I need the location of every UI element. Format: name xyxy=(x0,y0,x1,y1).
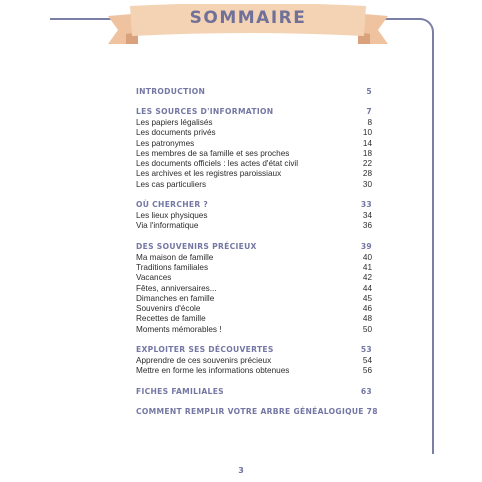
toc-entry-page: 8 xyxy=(367,118,372,127)
toc-entry[interactable] xyxy=(136,263,372,273)
toc-entry[interactable] xyxy=(136,180,372,190)
toc-section-heading[interactable] xyxy=(136,406,378,417)
toc-entry-label: Fêtes, anniversaires... xyxy=(136,283,217,293)
toc-section xyxy=(136,406,378,417)
toc-entry-page: 28 xyxy=(362,169,372,179)
toc-entry[interactable] xyxy=(136,221,372,231)
toc-section-heading[interactable] xyxy=(136,241,372,252)
toc-entry[interactable] xyxy=(136,366,372,376)
toc-section xyxy=(136,86,372,97)
toc-section-title: DES SOUVENIRS PRÉCIEUX xyxy=(136,241,257,251)
toc-entry[interactable] xyxy=(136,159,372,169)
toc-section-title: LES SOURCES D'INFORMATION xyxy=(136,107,274,116)
toc-section-heading[interactable] xyxy=(136,344,372,355)
toc-entry[interactable] xyxy=(136,314,372,324)
toc-entry-label: Vacances xyxy=(136,273,172,283)
toc-entry-page: 22 xyxy=(362,159,372,169)
toc-entry-label: Les patronymes xyxy=(136,138,195,148)
toc-entry[interactable] xyxy=(136,149,372,159)
toc-section-page: 7 xyxy=(366,107,372,116)
toc-entry-label: Les cas particuliers xyxy=(136,179,207,189)
toc-section-title: OÙ CHERCHER ? xyxy=(136,200,209,210)
toc-entry-page: 56 xyxy=(362,366,372,376)
toc-entry-page: 34 xyxy=(362,211,372,221)
toc-entry-page: 50 xyxy=(362,324,372,334)
toc-section-title: EXPLOITER SES DÉCOUVERTES xyxy=(136,345,274,355)
toc-entry-label: Traditions familiales xyxy=(136,262,209,272)
toc-entry-label: Les documents officiels : les actes d'état civil xyxy=(136,159,299,169)
toc-entry[interactable] xyxy=(136,128,372,138)
toc-entry-page: 42 xyxy=(362,273,372,283)
toc-section-heading[interactable] xyxy=(136,106,372,117)
toc-section-heading[interactable] xyxy=(136,199,372,210)
toc-entry[interactable] xyxy=(136,304,372,314)
page-title: SOMMAIRE xyxy=(189,8,307,28)
toc-entry[interactable] xyxy=(136,325,372,335)
toc-section-page: 39 xyxy=(360,241,372,251)
toc-section-title: COMMENT REMPLIR VOTRE ARBRE GÉNÉALOGIQUE xyxy=(136,406,364,416)
toc-entry[interactable] xyxy=(136,139,372,149)
toc-section xyxy=(136,386,372,397)
toc-entry-page: 44 xyxy=(362,283,372,293)
toc-entry[interactable] xyxy=(136,294,372,304)
toc-entry-label: Via l'informatique xyxy=(136,221,199,231)
toc-entry-label: Les documents privés xyxy=(136,128,216,138)
toc-section-title: FICHES FAMILIALES xyxy=(136,386,224,396)
toc-entry-label: Souvenirs d'école xyxy=(136,304,201,314)
toc-entry-page: 30 xyxy=(362,179,372,189)
toc-entry-label: Recettes de famille xyxy=(136,314,206,324)
toc-entry-page: 10 xyxy=(362,128,372,138)
toc-entry-label: Les lieux physiques xyxy=(136,211,208,221)
toc-entry-label: Les archives et les registres paroissiaux xyxy=(136,169,282,179)
toc-section xyxy=(136,106,372,190)
toc-entry-label: Apprendre de ces souvenirs précieux xyxy=(136,356,272,366)
toc-entry[interactable] xyxy=(136,211,372,221)
toc-section-heading[interactable] xyxy=(136,86,372,97)
toc-entry-page: 14 xyxy=(362,138,372,148)
toc-section-page: 33 xyxy=(360,200,372,210)
toc-entry[interactable] xyxy=(136,169,372,179)
toc-entry-page: 36 xyxy=(362,221,372,231)
toc-entry-label: Les papiers légalisés xyxy=(136,118,213,127)
toc-entry-page: 18 xyxy=(362,148,372,158)
toc-section-page: 5 xyxy=(366,87,372,96)
toc-entry-page: 40 xyxy=(362,252,372,262)
toc-entry-label: Moments mémorables ! xyxy=(136,324,222,334)
toc-entry-label: Dimanches en famille xyxy=(136,293,215,303)
toc-section xyxy=(136,199,372,232)
toc-entry-page: 46 xyxy=(362,304,372,314)
toc-entry[interactable] xyxy=(136,284,372,294)
toc-entry-page: 41 xyxy=(362,262,372,272)
toc-section-page: 78 xyxy=(366,406,378,416)
table-of-contents xyxy=(136,86,378,426)
toc-entry-label: Ma maison de famille xyxy=(136,252,214,262)
toc-section-title: INTRODUCTION xyxy=(136,87,206,96)
toc-entry[interactable] xyxy=(136,273,372,283)
toc-entry-page: 54 xyxy=(362,356,372,366)
toc-section xyxy=(136,241,372,335)
toc-entry[interactable] xyxy=(136,118,372,128)
toc-section-page: 63 xyxy=(360,386,372,396)
toc-section-heading[interactable] xyxy=(136,386,372,397)
title-ribbon xyxy=(108,4,388,48)
toc-section-page: 53 xyxy=(360,345,372,355)
toc-entry-label: Les membres de sa famille et ses proches xyxy=(136,148,290,158)
toc-entry-label: Mettre en forme les informations obtenues xyxy=(136,366,290,376)
toc-entry-page: 45 xyxy=(362,293,372,303)
page-number: 3 xyxy=(238,466,244,475)
toc-entry[interactable] xyxy=(136,356,372,366)
toc-entry-page: 48 xyxy=(362,314,372,324)
toc-entry[interactable] xyxy=(136,253,372,263)
toc-section xyxy=(136,344,372,377)
